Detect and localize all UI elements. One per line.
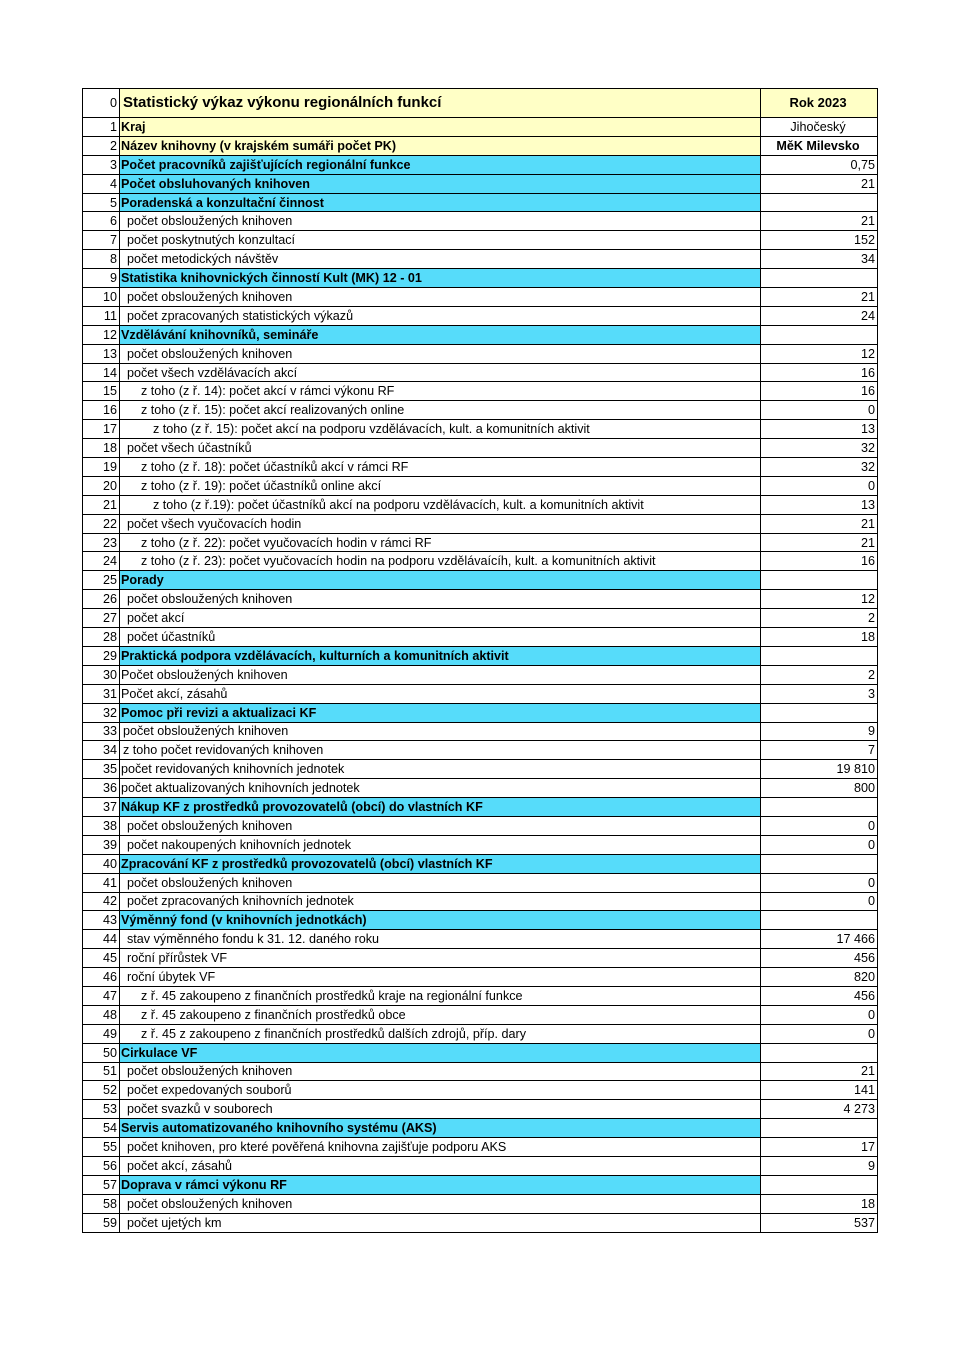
row-number: 28 <box>83 628 120 647</box>
row-number: 42 <box>83 892 120 911</box>
row-value <box>761 571 878 590</box>
statistics-report-table <box>82 88 878 1233</box>
table-row <box>83 382 878 401</box>
row-number: 50 <box>83 1043 120 1062</box>
table-row <box>83 1138 878 1157</box>
row-label: počet obsloužených knihoven <box>120 722 761 741</box>
row-number: 3 <box>83 155 120 174</box>
row-value: 32 <box>761 458 878 477</box>
table-row <box>83 892 878 911</box>
row-value: 152 <box>761 231 878 250</box>
section-title: Pomoc při revizi a aktualizaci KF <box>120 703 761 722</box>
table-row <box>83 684 878 703</box>
section-header-row <box>83 703 878 722</box>
row-label: počet všech účastníků <box>120 439 761 458</box>
row-label: počet akcí, zásahů <box>120 1156 761 1175</box>
row-value: 17 <box>761 1138 878 1157</box>
row-value: 19 810 <box>761 760 878 779</box>
row-number: 5 <box>83 193 120 212</box>
row-value <box>761 911 878 930</box>
row-number: 19 <box>83 458 120 477</box>
row-value: 9 <box>761 1156 878 1175</box>
row-value: 24 <box>761 306 878 325</box>
row-label: Počet akcí, zásahů <box>120 684 761 703</box>
row-number: 8 <box>83 250 120 269</box>
row-number: 41 <box>83 873 120 892</box>
row-value <box>761 854 878 873</box>
table-row <box>83 779 878 798</box>
row-number: 43 <box>83 911 120 930</box>
section-title: Zpracování KF z prostředků provozovatelů (obcí) vlastních KF <box>120 854 761 873</box>
row-value: 7 <box>761 741 878 760</box>
row-number: 33 <box>83 722 120 741</box>
row-number: 13 <box>83 344 120 363</box>
section-header-row <box>83 325 878 344</box>
row-label: počet obsloužených knihoven <box>120 590 761 609</box>
row-label: počet svazků v souborech <box>120 1100 761 1119</box>
row-number: 9 <box>83 269 120 288</box>
row-number: 23 <box>83 533 120 552</box>
row-label: Kraj <box>120 118 761 137</box>
row-number: 56 <box>83 1156 120 1175</box>
table-row <box>83 231 878 250</box>
section-title: Výměnný fond (v knihovních jednotkách) <box>120 911 761 930</box>
section-header-row <box>83 911 878 930</box>
row-label: roční úbytek VF <box>120 968 761 987</box>
row-label: počet poskytnutých konzultací <box>120 231 761 250</box>
row-value <box>761 193 878 212</box>
row-number: 53 <box>83 1100 120 1119</box>
row-value: 0 <box>761 401 878 420</box>
row-value: 2 <box>761 609 878 628</box>
row-number: 38 <box>83 816 120 835</box>
section-header-row <box>83 1043 878 1062</box>
row-label: počet všech vzdělávacích akcí <box>120 363 761 382</box>
row-number: 48 <box>83 1005 120 1024</box>
section-title: Statistika knihovnických činností Kult (MK) 12 - 01 <box>120 269 761 288</box>
row-label: počet akcí <box>120 609 761 628</box>
row-value: 21 <box>761 174 878 193</box>
table-row <box>83 344 878 363</box>
row-value: 141 <box>761 1081 878 1100</box>
row-number: 10 <box>83 288 120 307</box>
row-label: počet všech vyučovacích hodin <box>120 514 761 533</box>
row-number: 34 <box>83 741 120 760</box>
row-value: 34 <box>761 250 878 269</box>
row-value: 0 <box>761 873 878 892</box>
row-number: 47 <box>83 986 120 1005</box>
row-label: počet obsloužených knihoven <box>120 816 761 835</box>
row-number: 6 <box>83 212 120 231</box>
row-value: 13 <box>761 495 878 514</box>
row-number: 58 <box>83 1194 120 1213</box>
table-row <box>83 1156 878 1175</box>
row-value: 16 <box>761 382 878 401</box>
table-row <box>83 495 878 514</box>
row-value: 12 <box>761 344 878 363</box>
row-label: z toho (z ř. 19): počet účastníků online akcí <box>120 476 761 495</box>
table-row <box>83 306 878 325</box>
row-value: 456 <box>761 986 878 1005</box>
table-row <box>83 533 878 552</box>
table-row <box>83 628 878 647</box>
table-row <box>83 1194 878 1213</box>
section-header-row <box>83 798 878 817</box>
row-value: 18 <box>761 628 878 647</box>
report-header-row <box>83 89 878 118</box>
row-label: počet obsloužených knihoven <box>120 288 761 307</box>
table-row <box>83 552 878 571</box>
row-label: počet zpracovaných statistických výkazů <box>120 306 761 325</box>
table-row <box>83 1213 878 1232</box>
section-header-row <box>83 174 878 193</box>
row-value: 0 <box>761 1024 878 1043</box>
row-number: 40 <box>83 854 120 873</box>
row-value <box>761 1175 878 1194</box>
row-number: 52 <box>83 1081 120 1100</box>
row-value: 4 273 <box>761 1100 878 1119</box>
row-value <box>761 325 878 344</box>
section-header-row <box>83 1175 878 1194</box>
row-value: 16 <box>761 552 878 571</box>
row-number: 49 <box>83 1024 120 1043</box>
row-number: 7 <box>83 231 120 250</box>
table-row <box>83 1100 878 1119</box>
row-number: 2 <box>83 136 120 155</box>
table-row <box>83 1062 878 1081</box>
row-value: 12 <box>761 590 878 609</box>
table-row <box>83 590 878 609</box>
table-row <box>83 741 878 760</box>
row-label: z ř. 45 zakoupeno z finančních prostředků obce <box>120 1005 761 1024</box>
row-label: počet obsloužených knihoven <box>120 212 761 231</box>
table-row <box>83 458 878 477</box>
table-row <box>83 1005 878 1024</box>
row-label: stav výměnného fondu k 31. 12. daného roku <box>120 930 761 949</box>
row-value: 456 <box>761 949 878 968</box>
row-value <box>761 703 878 722</box>
row-value: 21 <box>761 514 878 533</box>
row-value <box>761 269 878 288</box>
row-number: 27 <box>83 609 120 628</box>
row-label: počet nakoupených knihovních jednotek <box>120 835 761 854</box>
table-row <box>83 288 878 307</box>
row-number: 22 <box>83 514 120 533</box>
row-label: z toho počet revidovaných knihoven <box>120 741 761 760</box>
row-number: 35 <box>83 760 120 779</box>
table-row <box>83 118 878 137</box>
row-label: z toho (z ř. 18): počet účastníků akcí v rámci RF <box>120 458 761 477</box>
row-number: 37 <box>83 798 120 817</box>
row-number: 29 <box>83 646 120 665</box>
row-value: 21 <box>761 533 878 552</box>
row-label: Název knihovny (v krajském sumáři počet PK) <box>120 136 761 155</box>
row-label: počet obsloužených knihoven <box>120 873 761 892</box>
section-title: Doprava v rámci výkonu RF <box>120 1175 761 1194</box>
table-row <box>83 420 878 439</box>
table-row <box>83 250 878 269</box>
row-label: počet expedovaných souborů <box>120 1081 761 1100</box>
row-number: 15 <box>83 382 120 401</box>
row-number: 46 <box>83 968 120 987</box>
row-label: počet metodických návštěv <box>120 250 761 269</box>
row-value <box>761 798 878 817</box>
row-label: z toho (z ř. 15): počet akcí na podporu vzdělávacích, kult. a komunitních aktivit <box>120 420 761 439</box>
row-value: 0 <box>761 892 878 911</box>
row-number: 55 <box>83 1138 120 1157</box>
row-number: 17 <box>83 420 120 439</box>
row-value: 0 <box>761 816 878 835</box>
row-number: 12 <box>83 325 120 344</box>
row-number: 11 <box>83 306 120 325</box>
table-row <box>83 212 878 231</box>
row-label: počet revidovaných knihovních jednotek <box>120 760 761 779</box>
report-title: Statistický výkaz výkonu regionálních funkcí <box>120 89 761 118</box>
row-value: Jihočeský <box>761 118 878 137</box>
section-header-row <box>83 571 878 590</box>
row-value: 3 <box>761 684 878 703</box>
table-row <box>83 816 878 835</box>
section-title: Servis automatizovaného knihovního systému (AKS) <box>120 1119 761 1138</box>
row-label: z toho (z ř. 15): počet akcí realizovaných online <box>120 401 761 420</box>
row-number: 24 <box>83 552 120 571</box>
row-label: z toho (z ř.19): počet účastníků akcí na podporu vzdělávacích, kult. a komunitních aktivit <box>120 495 761 514</box>
row-value <box>761 646 878 665</box>
row-value: 18 <box>761 1194 878 1213</box>
section-title: Počet pracovníků zajišťujících regionální funkce <box>120 155 761 174</box>
row-value: 21 <box>761 288 878 307</box>
table-row <box>83 136 878 155</box>
row-label: z ř. 45 z zakoupeno z finančních prostředků dalších zdrojů, příp. dary <box>120 1024 761 1043</box>
row-value: 0,75 <box>761 155 878 174</box>
row-value: 820 <box>761 968 878 987</box>
row-number: 57 <box>83 1175 120 1194</box>
row-value: 17 466 <box>761 930 878 949</box>
section-header-row <box>83 155 878 174</box>
table-row <box>83 439 878 458</box>
row-value: 21 <box>761 1062 878 1081</box>
report-table-body <box>83 89 878 1233</box>
row-value: 0 <box>761 476 878 495</box>
row-value: MěK Milevsko <box>761 136 878 155</box>
table-row <box>83 514 878 533</box>
row-number: 54 <box>83 1119 120 1138</box>
table-row <box>83 1024 878 1043</box>
row-number: 44 <box>83 930 120 949</box>
row-label: počet obsloužených knihoven <box>120 344 761 363</box>
row-label: z ř. 45 zakoupeno z finančních prostředků kraje na regionální funkce <box>120 986 761 1005</box>
row-value: 0 <box>761 1005 878 1024</box>
row-value: 21 <box>761 212 878 231</box>
section-title: Nákup KF z prostředků provozovatelů (obcí) do vlastních KF <box>120 798 761 817</box>
row-number: 25 <box>83 571 120 590</box>
row-number: 59 <box>83 1213 120 1232</box>
row-label: Počet obsloužených knihoven <box>120 665 761 684</box>
section-title: Poradenská a konzultační činnost <box>120 193 761 212</box>
table-row <box>83 1081 878 1100</box>
row-value: 32 <box>761 439 878 458</box>
row-number: 31 <box>83 684 120 703</box>
table-row <box>83 949 878 968</box>
row-number: 45 <box>83 949 120 968</box>
table-row <box>83 722 878 741</box>
row-number: 18 <box>83 439 120 458</box>
row-value: 2 <box>761 665 878 684</box>
row-label: roční přírůstek VF <box>120 949 761 968</box>
row-number: 20 <box>83 476 120 495</box>
row-number: 21 <box>83 495 120 514</box>
row-label: počet zpracovaných knihovních jednotek <box>120 892 761 911</box>
row-value: 9 <box>761 722 878 741</box>
row-label: z toho (z ř. 22): počet vyučovacích hodin v rámci RF <box>120 533 761 552</box>
section-title: Vzdělávání knihovníků, semináře <box>120 325 761 344</box>
section-header-row <box>83 1119 878 1138</box>
row-label: počet obsloužených knihoven <box>120 1194 761 1213</box>
row-label: počet ujetých km <box>120 1213 761 1232</box>
section-title: Praktická podpora vzdělávacích, kulturních a komunitních aktivit <box>120 646 761 665</box>
section-title: Počet obsluhovaných knihoven <box>120 174 761 193</box>
row-value <box>761 1043 878 1062</box>
table-row <box>83 665 878 684</box>
table-row <box>83 401 878 420</box>
row-value: 537 <box>761 1213 878 1232</box>
table-row <box>83 873 878 892</box>
row-number: 4 <box>83 174 120 193</box>
row-label: počet aktualizovaných knihovních jednotek <box>120 779 761 798</box>
row-label: počet knihoven, pro které pověřená knihovna zajišťuje podporu AKS <box>120 1138 761 1157</box>
row-label: z toho (z ř. 23): počet vyučovacích hodin na podporu vzdělávaícíh, kult. a komunitních aktivit <box>120 552 761 571</box>
row-number: 36 <box>83 779 120 798</box>
table-row <box>83 835 878 854</box>
table-row <box>83 986 878 1005</box>
row-number: 26 <box>83 590 120 609</box>
row-value: 800 <box>761 779 878 798</box>
row-number: 1 <box>83 118 120 137</box>
row-label: počet účastníků <box>120 628 761 647</box>
section-header-row <box>83 646 878 665</box>
table-row <box>83 930 878 949</box>
row-value: 16 <box>761 363 878 382</box>
row-number: 51 <box>83 1062 120 1081</box>
table-row <box>83 363 878 382</box>
row-number: 16 <box>83 401 120 420</box>
row-label: počet obsloužených knihoven <box>120 1062 761 1081</box>
report-year: Rok 2023 <box>761 89 878 118</box>
row-value: 13 <box>761 420 878 439</box>
row-number: 30 <box>83 665 120 684</box>
section-header-row <box>83 193 878 212</box>
row-number: 14 <box>83 363 120 382</box>
section-title: Cirkulace VF <box>120 1043 761 1062</box>
row-label: z toho (z ř. 14): počet akcí v rámci výkonu RF <box>120 382 761 401</box>
table-row <box>83 476 878 495</box>
table-row <box>83 968 878 987</box>
table-row <box>83 609 878 628</box>
section-header-row <box>83 854 878 873</box>
section-title: Porady <box>120 571 761 590</box>
row-value <box>761 1119 878 1138</box>
row-value: 0 <box>761 835 878 854</box>
row-number: 0 <box>83 89 120 118</box>
row-number: 39 <box>83 835 120 854</box>
section-header-row <box>83 269 878 288</box>
table-row <box>83 760 878 779</box>
row-number: 32 <box>83 703 120 722</box>
